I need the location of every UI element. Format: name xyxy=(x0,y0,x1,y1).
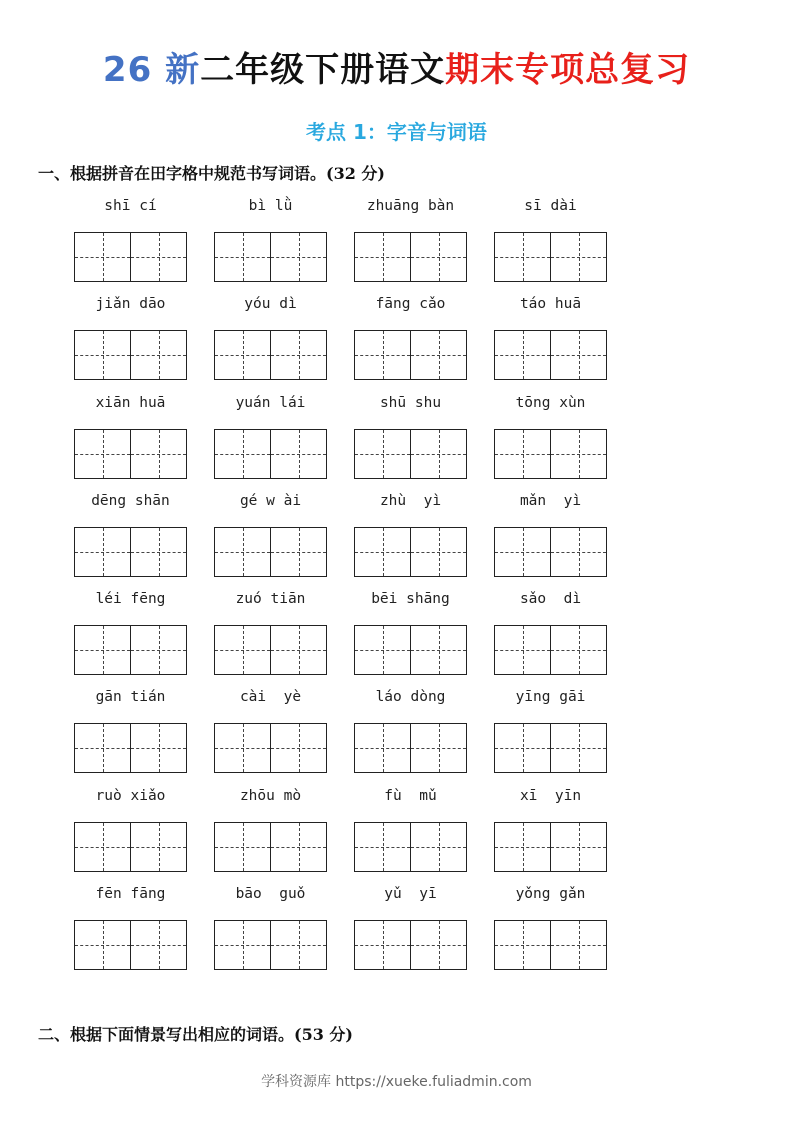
tianzige-pair xyxy=(214,822,327,872)
tianzige-box[interactable] xyxy=(270,626,326,674)
tianzige-box[interactable] xyxy=(410,823,466,871)
tianzige-box[interactable] xyxy=(215,331,270,379)
pinyin-label: zhù yì xyxy=(379,492,442,509)
pinyin-label: sǎo dì xyxy=(519,591,582,608)
pinyin-label: táo huā xyxy=(519,296,582,313)
tianzige-pair xyxy=(494,920,607,970)
tianzige-box[interactable] xyxy=(75,430,130,478)
pinyin-label: láo dòng xyxy=(375,689,446,706)
tianzige-pair xyxy=(74,920,187,970)
pinyin-label: gé w ài xyxy=(239,492,302,509)
tianzige-pair xyxy=(494,330,607,380)
tianzige-box[interactable] xyxy=(130,528,186,576)
tianzige-pair xyxy=(214,330,327,380)
pinyin-label: bì lǜ xyxy=(248,198,293,214)
tianzige-box[interactable] xyxy=(550,528,606,576)
grid-row xyxy=(74,198,614,296)
tianzige-box[interactable] xyxy=(495,233,550,281)
tianzige-box[interactable] xyxy=(550,626,606,674)
tianzige-pair xyxy=(74,330,187,380)
tianzige-box[interactable] xyxy=(130,921,186,969)
footer-watermark: 学科资源库 https://xueke.fuliadmin.com xyxy=(261,1074,532,1090)
tianzige-box[interactable] xyxy=(550,233,606,281)
tianzige-box[interactable] xyxy=(270,823,326,871)
tianzige-box[interactable] xyxy=(270,233,326,281)
grid-row xyxy=(74,493,614,591)
tianzige-box[interactable] xyxy=(270,331,326,379)
tianzige-box[interactable] xyxy=(495,331,550,379)
tianzige-pair xyxy=(354,822,467,872)
tianzige-box[interactable] xyxy=(270,921,326,969)
tianzige-pair xyxy=(494,429,607,479)
pinyin-label: tōng xùn xyxy=(515,394,586,411)
tianzige-pair xyxy=(214,723,327,773)
pinyin-label: cài yè xyxy=(239,689,302,706)
tianzige-box[interactable] xyxy=(355,331,410,379)
tianzige-box[interactable] xyxy=(215,430,270,478)
tianzige-box[interactable] xyxy=(495,626,550,674)
tianzige-pair xyxy=(214,920,327,970)
tianzige-box[interactable] xyxy=(270,724,326,772)
tianzige-box[interactable] xyxy=(75,233,130,281)
tianzige-pair xyxy=(354,330,467,380)
tianzige-box[interactable] xyxy=(130,823,186,871)
pinyin-label: shī cí xyxy=(104,198,157,214)
pinyin-label: zuó tiān xyxy=(235,591,306,608)
tianzige-box[interactable] xyxy=(495,528,550,576)
tianzige-box[interactable] xyxy=(130,430,186,478)
tianzige-box[interactable] xyxy=(75,724,130,772)
tianzige-box[interactable] xyxy=(75,823,130,871)
pinyin-label: bāo guǒ xyxy=(235,886,306,903)
pinyin-label: fù mǔ xyxy=(384,787,437,804)
pinyin-label: shū shu xyxy=(379,394,442,411)
title-part-red: 期末专项总复习 xyxy=(445,50,691,90)
pinyin-label: gān tián xyxy=(95,689,166,706)
tianzige-box[interactable] xyxy=(410,528,466,576)
pinyin-grid xyxy=(74,198,614,984)
tianzige-box[interactable] xyxy=(355,921,410,969)
pinyin-label: dēng shān xyxy=(91,492,170,509)
pinyin-label: yǒng gǎn xyxy=(515,886,586,903)
tianzige-pair xyxy=(74,723,187,773)
tianzige-box[interactable] xyxy=(410,626,466,674)
pinyin-label: zhōu mò xyxy=(239,787,302,804)
pinyin-label: xiān huā xyxy=(95,394,166,411)
tianzige-box[interactable] xyxy=(215,233,270,281)
section-2-heading: 二、根据下面情景写出相应的词语。(53 分) xyxy=(38,1025,353,1044)
tianzige-box[interactable] xyxy=(495,823,550,871)
tianzige-box[interactable] xyxy=(270,528,326,576)
pinyin-label: fāng cǎo xyxy=(375,296,446,313)
tianzige-box[interactable] xyxy=(355,430,410,478)
tianzige-pair xyxy=(214,232,327,282)
tianzige-pair xyxy=(74,232,187,282)
pinyin-label: ruò xiǎo xyxy=(95,787,166,804)
pinyin-label: léi fēng xyxy=(95,591,166,608)
tianzige-pair xyxy=(494,822,607,872)
grid-row xyxy=(74,296,614,394)
tianzige-box[interactable] xyxy=(355,626,410,674)
tianzige-box[interactable] xyxy=(355,724,410,772)
tianzige-box[interactable] xyxy=(130,233,186,281)
tianzige-box[interactable] xyxy=(130,331,186,379)
title-part-blue: 26 新 xyxy=(102,50,201,90)
tianzige-pair xyxy=(494,527,607,577)
pinyin-label: fēn fāng xyxy=(95,886,166,903)
tianzige-box[interactable] xyxy=(355,823,410,871)
pinyin-label: xī yīn xyxy=(519,787,582,804)
tianzige-pair xyxy=(494,625,607,675)
tianzige-box[interactable] xyxy=(75,626,130,674)
pinyin-label: mǎn yì xyxy=(519,492,582,509)
grid-row xyxy=(74,689,614,787)
tianzige-box[interactable] xyxy=(550,331,606,379)
tianzige-box[interactable] xyxy=(215,528,270,576)
tianzige-pair xyxy=(74,822,187,872)
tianzige-pair xyxy=(74,527,187,577)
page-title xyxy=(0,42,793,91)
pinyin-label: jiǎn dāo xyxy=(95,296,166,313)
grid-row xyxy=(74,886,614,984)
tianzige-box[interactable] xyxy=(410,724,466,772)
pinyin-label: yīng gāi xyxy=(515,689,586,706)
tianzige-box[interactable] xyxy=(75,331,130,379)
pinyin-label: zhuāng bàn xyxy=(366,198,455,214)
pinyin-label: yuán lái xyxy=(235,394,306,411)
pinyin-label: yóu dì xyxy=(244,296,297,313)
section-1-heading: 一、根据拼音在田字格中规范书写词语。(32 分) xyxy=(38,164,385,183)
pinyin-label: bēi shāng xyxy=(371,591,450,608)
tianzige-box[interactable] xyxy=(75,921,130,969)
tianzige-box[interactable] xyxy=(130,724,186,772)
tianzige-box[interactable] xyxy=(270,430,326,478)
tianzige-pair xyxy=(214,429,327,479)
tianzige-box[interactable] xyxy=(410,331,466,379)
tianzige-box[interactable] xyxy=(130,626,186,674)
pinyin-label: yǔ yī xyxy=(384,886,437,903)
tianzige-pair xyxy=(214,625,327,675)
tianzige-pair xyxy=(494,232,607,282)
pinyin-label: sī dài xyxy=(524,198,577,214)
tianzige-box[interactable] xyxy=(550,430,606,478)
grid-row xyxy=(74,395,614,493)
tianzige-box[interactable] xyxy=(355,233,410,281)
tianzige-box[interactable] xyxy=(215,921,270,969)
tianzige-box[interactable] xyxy=(410,233,466,281)
tianzige-pair xyxy=(494,723,607,773)
tianzige-box[interactable] xyxy=(495,430,550,478)
tianzige-pair xyxy=(354,920,467,970)
page-subtitle: 考点 1：字音与词语 xyxy=(306,120,487,144)
tianzige-box[interactable] xyxy=(410,921,466,969)
tianzige-box[interactable] xyxy=(410,430,466,478)
tianzige-box[interactable] xyxy=(550,724,606,772)
tianzige-pair xyxy=(354,232,467,282)
tianzige-pair xyxy=(354,429,467,479)
tianzige-box[interactable] xyxy=(550,921,606,969)
title-part-black: 二年级下册语文 xyxy=(200,50,446,90)
grid-row xyxy=(74,591,614,689)
tianzige-pair xyxy=(354,625,467,675)
tianzige-box[interactable] xyxy=(75,528,130,576)
tianzige-box[interactable] xyxy=(215,823,270,871)
tianzige-pair xyxy=(214,527,327,577)
tianzige-box[interactable] xyxy=(495,921,550,969)
tianzige-pair xyxy=(354,527,467,577)
tianzige-pair xyxy=(74,429,187,479)
tianzige-box[interactable] xyxy=(495,724,550,772)
tianzige-pair xyxy=(74,625,187,675)
tianzige-pair xyxy=(354,723,467,773)
tianzige-box[interactable] xyxy=(215,724,270,772)
tianzige-box[interactable] xyxy=(355,528,410,576)
grid-row xyxy=(74,788,614,886)
tianzige-box[interactable] xyxy=(550,823,606,871)
tianzige-box[interactable] xyxy=(215,626,270,674)
